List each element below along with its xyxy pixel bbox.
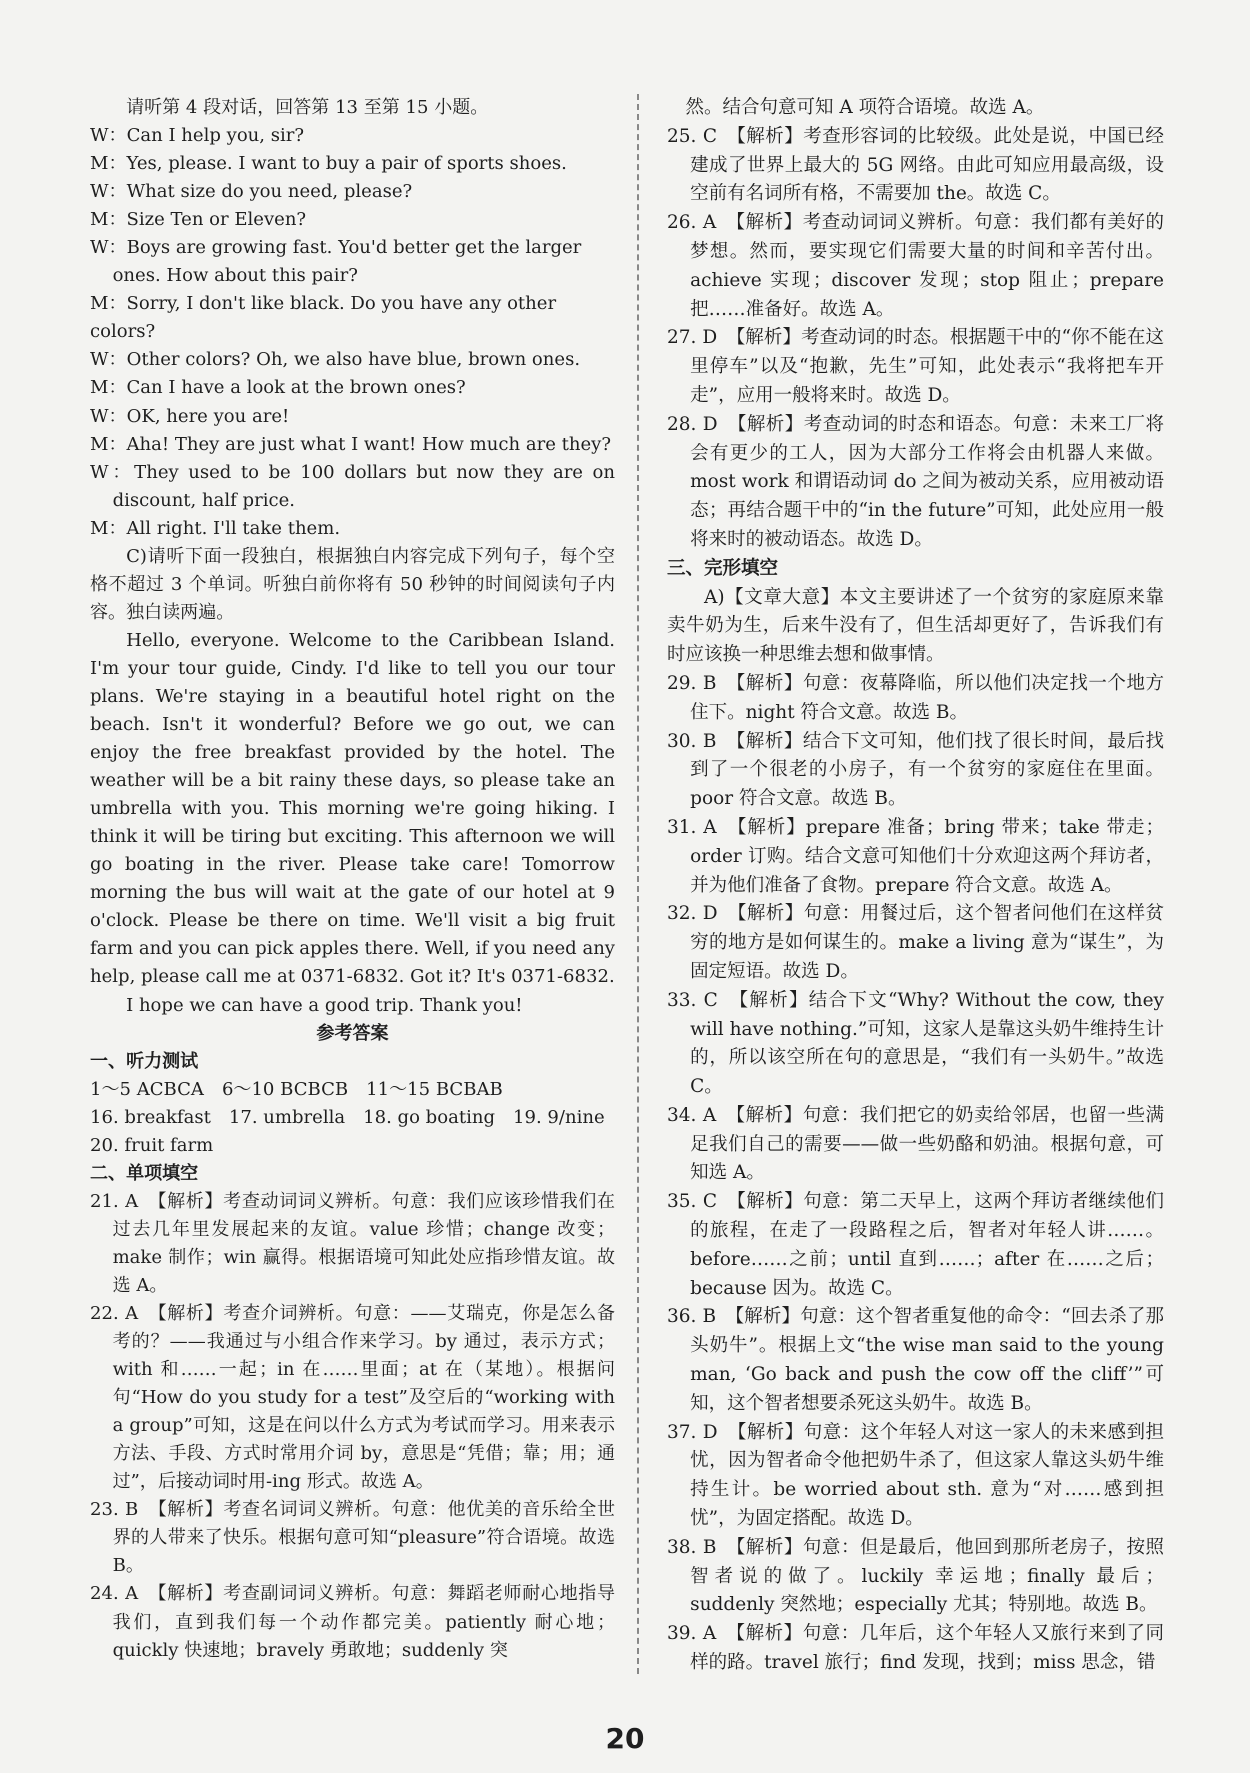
paragraph: 一、听力测试 [90,1050,199,1072]
paragraph: M：Aha! They are just what I want! How much are they? [90,433,611,455]
right-column [667,94,1164,1678]
paragraph: 23. B 【解析】考查名词词义辨析。句意：他优美的音乐给全世界的人带来了快乐。根据句意可知“pleasure”符合语境。故选 B。 [90,1499,615,1577]
paragraph: Hello, everyone. Welcome to the Caribbean Island. I'm your tour guide, Cindy. I'd like to tell you our tour plans. We're staying in a beautiful hotel right on the beach. Isn't it wonderful? Before we go out, we can enjoy the free breakfast provided by the hotel. The weather will be a bit rainy these days, so please take an umbrella with you. This morning we're going hiking. I think it will be tiring but exciting. This afternoon we will go boating in the river. Please take care! Tomorrow morning the bus will wait at the gate of our hotel at 9 o'clock. Please be there on time. We'll visit a big fruit farm and you can pick apples there. Well, if you need any help, please call me at 0371-6832. Got it? It's 0371-6832. [90,629,615,988]
paragraph: 21. A 【解析】考查动词词义辨析。句意：我们应该珍惜我们在过去几年里发展起来的友谊。value 珍惜；change 改变；make 制作；win 赢得。根据语境可知此处应指珍惜友谊。故选 A。 [90,1190,615,1296]
paragraph: 24. A 【解析】考查副词词义辨析。句意：舞蹈老师耐心地指导我们，直到我们每一个动作都完美。patiently 耐心地；quickly 快速地；bravely 勇敢地；suddenly 突 [90,1583,615,1661]
paragraph: 三、完形填空 [667,557,779,579]
paragraph: 22. A 【解析】考查介词辨析。句意：——艾瑞克，你是怎么备考的？——我通过与小组合作来学习。by 通过，表示方式；with 和……一起；in 在……里面；at 在（某地）。根据问句“How do you study for a test”及空后的“working with a group”可知，这是在问以什么方式为考试而学习。用来表示方法、手段、方式时常用介词 by，意思是“凭借；靠；用；通过”，后接动词时用-ing 形式。故选 A。 [90,1303,615,1493]
paragraph: 二、单项填空 [90,1162,199,1184]
paragraph: 请听第 4 段对话，回答第 13 至第 15 小题。 [126,97,489,118]
paragraph: W：Boys are growing fast. You'd better get the larger ones. How about this pair? [90,237,582,287]
paragraph: W：What size do you need, please? [90,181,413,203]
paragraph: W：Other colors? Oh, we also have blue, brown ones. [90,349,581,371]
paragraph: C)请听下面一段独白，根据独白内容完成下列句子，每个空格不超过 3 个单词。听独白前你将有 50 秒钟的时间阅读句子内容。独白读两遍。 [90,545,615,623]
paragraph: 30. B 【解析】结合下文可知，他们找了很长时间，最后找到了一个很老的小房子，有一个贫穷的家庭住在里面。poor 符合文意。故选 B。 [667,730,1164,810]
paragraph: 26. A 【解析】考查动词词义辨析。句意：我们都有美好的梦想。然而，要实现它们需要大量的时间和辛苦付出。achieve 实现；discover 发现；stop 阻止；prepare 把……准备好。故选 A。 [667,212,1164,320]
paragraph: 37. D 【解析】句意：这个年轻人对这一家人的未来感到担忧，因为智者命令他把奶牛杀了，但这家人靠这头奶牛维持生计。be worried about sth. 意为“对……感到担忧”，为固定搭配。故选 D。 [667,1421,1164,1530]
paragraph: 然。结合句意可知 A 项符合语境。故选 A。 [667,97,1045,118]
paragraph: A)【文章大意】本文主要讲述了一个贫穷的家庭原来靠卖牛奶为生，后来牛没有了，但生活却更好了，告诉我们有时应该换一种思维去想和做事情。 [667,586,1164,666]
paragraph: M：Can I have a look at the brown ones? [90,377,466,399]
paragraph: M：Sorry, I don't like black. Do you have any other colors? [90,293,557,343]
paragraph: 25. C 【解析】考查形容词的比较级。此处是说，中国已经建成了世界上最大的 5G 网络。由此可知应用最高级，设空前有名词所有格，不需要加 the。故选 C。 [667,125,1164,205]
paragraph: 35. C 【解析】句意：第二天早上，这两个拜访者继续他们的旅程，在走了一段路程之后，智者对年轻人讲……。before……之前；until 直到……；after 在……之后；because 因为。故选 C。 [667,1191,1164,1299]
paragraph: W：OK, here you are! [90,405,290,427]
column-divider [637,94,639,1674]
paragraph: 33. C 【解析】结合下文“Why? Without the cow, they will have nothing.”可知，这家人是靠这头奶牛维持生计的，所以该空所在句的意思是，“我们有一头奶牛。”故选 C。 [667,989,1164,1098]
paragraph: 28. D 【解析】考查动词的时态和语态。句意：未来工厂将会有更少的工人，因为大部分工作将会由机器人来做。most work 和谓语动词 do 之间为被动关系，应用被动语态；再结合题干中的“in the future”可知，此处应用一般将来时的被动语态。故选 D。 [667,413,1164,550]
paragraph: 32. D 【解析】句意：用餐过后，这个智者问他们在这样贫穷的地方是如何谋生的。make a living 意为“谋生”，为固定短语。故选 D。 [667,903,1164,982]
paragraph: M：Size Ten or Eleven? [90,209,307,231]
paragraph: 29. B 【解析】句意：夜幕降临，所以他们决定找一个地方住下。night 符合文意。故选 B。 [667,672,1164,723]
paragraph: 16. breakfast 17. umbrella 18. go boating 19. 9/nine [90,1106,605,1128]
page-number: 20 [605,1722,645,1755]
paragraph: 参考答案 [316,1022,389,1044]
paragraph: 38. B 【解析】句意：但是最后，他回到那所老房子，按照智者说的做了。luckily 幸运地；finally 最后；suddenly 突然地；especially 尤其；特别地。故选 B。 [667,1536,1164,1616]
paragraph: W：Can I help you, sir? [90,125,305,147]
paragraph: M：All right. I'll take them. [90,517,341,539]
paragraph: I hope we can have a good trip. Thank you! [126,994,523,1016]
paragraph: 1～5 ACBCA 6～10 BCBCB 11～15 BCBAB [90,1078,503,1100]
paragraph: 36. B 【解析】句意：这个智者重复他的命令：“回去杀了那头奶牛”。根据上文“the wise man said to the young man, ‘Go back and push the cow off the cliff’”可知，这个智者想要杀死这头奶牛。故选 B。 [667,1306,1164,1414]
paragraph: 27. D 【解析】考查动词的时态。根据题干中的“你不能在这里停车”以及“抱歉，先生”可知，此处表示“我将把车开走”，应用一般将来时。故选 D。 [667,327,1164,406]
paragraph: 34. A 【解析】句意：我们把它的奶卖给邻居，也留一些满足我们自己的需要——做一些奶酪和奶油。根据句意，可知选 A。 [667,1104,1164,1184]
paragraph: W：They used to be 100 dollars but now they are on discount, half price. [90,461,615,511]
paragraph: M：Yes, please. I want to buy a pair of sports shoes. [90,153,567,175]
paragraph: 31. A 【解析】prepare 准备；bring 带来；take 带走；order 订购。结合文意可知他们十分欢迎这两个拜访者，并为他们准备了食物。prepare 符合文意。故选 A。 [667,816,1164,896]
paragraph: 39. A 【解析】句意：几年后，这个年轻人又旅行来到了同样的路。travel 旅行；find 发现，找到；miss 思念，错 [667,1623,1164,1674]
paragraph: 20. fruit farm [90,1134,214,1156]
left-column [90,94,615,1665]
